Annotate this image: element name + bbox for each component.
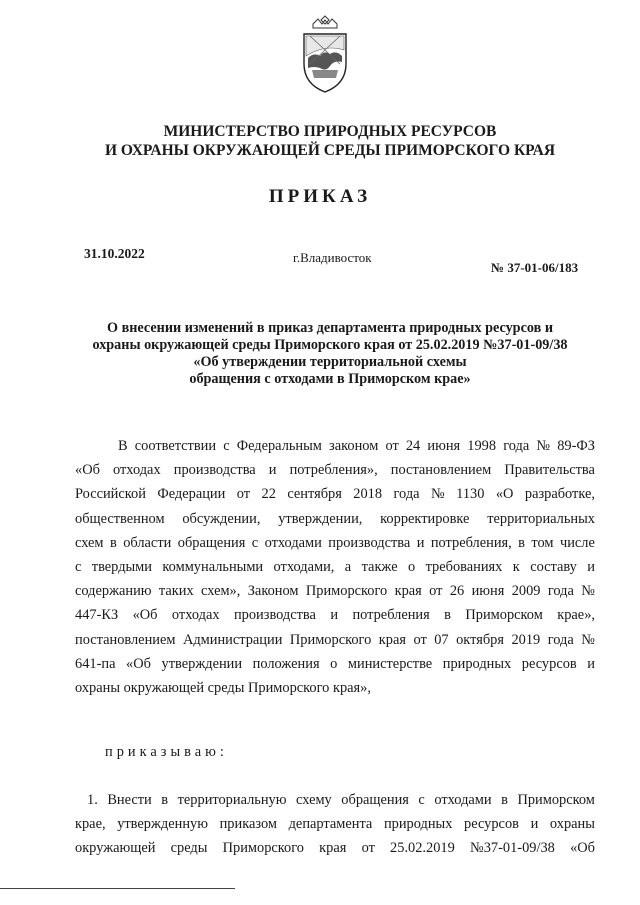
word: департамента <box>288 816 373 833</box>
word: и <box>530 816 539 833</box>
subject-line-1: О внесении изменений в приказ департамента природных ресурсов и <box>106 320 553 336</box>
word: от <box>413 631 427 648</box>
subject-line-3: «Об утверждении территориальной схемы <box>193 354 467 370</box>
word: и <box>268 462 277 479</box>
preamble-line-3 <box>75 482 595 506</box>
word: года <box>503 438 530 454</box>
word: охраны <box>549 816 595 833</box>
word: года <box>547 631 574 648</box>
word: Российской <box>75 486 146 503</box>
word: «Об <box>75 462 100 479</box>
word: края <box>394 583 422 600</box>
word: 26 <box>449 583 465 600</box>
word: в <box>444 607 451 624</box>
order-title: ПРИКАЗ <box>268 186 372 207</box>
word: составу <box>530 559 577 576</box>
word: обсуждении, <box>182 510 261 527</box>
word: с <box>418 792 425 808</box>
word: территориальных <box>487 510 595 527</box>
word: утвержденную <box>117 816 208 833</box>
word: о <box>407 559 416 576</box>
word: № <box>430 486 445 503</box>
word: от <box>429 583 443 600</box>
word: постановлением <box>75 631 176 648</box>
word: общественном <box>75 510 165 527</box>
word: содержанию <box>75 583 152 600</box>
ministry-name <box>60 122 600 160</box>
word: 2018 <box>353 486 383 503</box>
word: и <box>587 655 595 672</box>
word: а <box>344 559 352 576</box>
word: производства <box>233 607 316 624</box>
word: коммунальными <box>162 559 264 576</box>
word: министерстве <box>347 655 433 672</box>
word: отходами <box>264 534 322 551</box>
word: также <box>361 559 398 576</box>
order-city: г.Владивосток <box>293 250 372 265</box>
word: в <box>161 792 169 808</box>
orders-word: приказываю: <box>105 744 228 760</box>
word: потребления», <box>289 462 378 479</box>
order-subject <box>80 320 580 388</box>
preamble-line-10 <box>75 652 595 676</box>
ministry-name-line-1: МИНИСТЕРСТВО ПРИРОДНЫХ РЕСУРСОВ <box>163 123 497 140</box>
word: Законом <box>247 583 299 600</box>
word: В <box>118 438 128 454</box>
word: Приморского <box>305 583 388 600</box>
word: утверждении, <box>278 510 363 527</box>
word: Федерации <box>157 486 226 503</box>
subject-line-4: обращения с отходами в Приморском крае» <box>189 371 471 387</box>
word: приказом <box>219 816 277 833</box>
word: к <box>512 559 520 576</box>
word: отходами <box>434 792 492 808</box>
word: 2019 <box>511 631 541 648</box>
word: в <box>518 534 525 551</box>
word: края <box>319 840 347 857</box>
preamble-line-9 <box>75 628 595 652</box>
word: отходах <box>171 607 220 624</box>
word: законом <box>329 438 379 454</box>
preamble-line-8 <box>75 603 595 627</box>
preamble-line-11: охраны окружающей среды Приморского края», <box>75 680 371 697</box>
word: в <box>501 792 508 808</box>
word: от <box>361 840 375 857</box>
word: «Об <box>132 607 158 624</box>
word: крае, <box>75 816 106 833</box>
word: соответствии <box>134 438 217 454</box>
word: Приморском <box>517 792 595 808</box>
word: отходах <box>113 462 161 479</box>
word: схем», <box>201 583 241 600</box>
word: «О <box>495 486 514 503</box>
word: июня <box>471 583 505 600</box>
word: июня <box>427 438 461 454</box>
word: «Об <box>570 840 595 857</box>
word: окружающей <box>75 840 156 857</box>
point-1-line-1 <box>75 788 595 812</box>
page-footer-line <box>0 888 235 889</box>
word: Администрации <box>182 631 283 648</box>
word: потребления, <box>430 534 512 551</box>
point-1-line-3 <box>75 836 595 860</box>
preamble-line-7 <box>75 579 595 603</box>
order-number: № 37-01-06/183 <box>491 260 579 275</box>
word: 25.02.2019 <box>390 840 455 857</box>
word: Приморском <box>465 607 543 624</box>
word: 1130 <box>456 486 485 503</box>
word: 2009 <box>511 583 541 600</box>
preamble-paragraph <box>75 434 595 700</box>
preamble-line-4 <box>75 507 595 531</box>
subject-line-2: охраны окружающей среды Приморского края от 25.02.2019 №37-01-09/38 <box>92 337 568 353</box>
preamble-line-2 <box>75 458 595 482</box>
preamble-line-1 <box>75 434 595 458</box>
ministry-name-line-2: И ОХРАНЫ ОКРУЖАЮЩЕЙ СРЕДЫ ПРИМОРСКОГО КРАЯ <box>104 142 556 159</box>
word: таких <box>158 583 194 600</box>
word: корректировке <box>380 510 470 527</box>
word: утверждении <box>161 655 243 672</box>
word: 641-па <box>75 655 116 672</box>
word: производства <box>328 534 411 551</box>
word: крае», <box>557 607 595 624</box>
word: 447-КЗ <box>75 607 119 624</box>
word: природных <box>442 655 512 672</box>
word: края <box>378 631 406 648</box>
order-date: 31.10.2022 <box>84 246 145 261</box>
word: с <box>251 534 259 551</box>
word: «Об <box>126 655 151 672</box>
word: том <box>531 534 554 551</box>
preamble-line-6 <box>75 555 595 579</box>
word: обращения <box>177 534 246 551</box>
word: ресурсов <box>464 816 519 833</box>
point-1-line-2 <box>75 812 595 836</box>
word: и <box>416 534 425 551</box>
word: постановлением <box>390 462 492 479</box>
word: года <box>547 583 574 600</box>
word: от <box>385 438 399 454</box>
coat-of-arms-emblem <box>296 14 354 94</box>
word: октября <box>456 631 504 648</box>
word: среды <box>170 840 208 857</box>
word: положения <box>252 655 320 672</box>
word: территориальную <box>177 792 287 808</box>
word: схему <box>296 792 332 808</box>
word: числе <box>559 534 595 551</box>
word: с <box>75 559 82 576</box>
word: области <box>123 534 172 551</box>
word: 24 <box>405 438 421 454</box>
word: с <box>223 438 230 454</box>
word: Приморского <box>289 631 372 648</box>
word: в <box>109 534 117 551</box>
word: года <box>393 486 420 503</box>
word: 89-ФЗ <box>557 438 595 454</box>
word: №37-01-09/38 <box>470 840 555 857</box>
word: 07 <box>434 631 449 648</box>
word: твердыми <box>91 559 152 576</box>
word: ресурсов <box>521 655 577 672</box>
word: от <box>236 486 251 503</box>
word: 22 <box>261 486 276 503</box>
word: Приморского <box>222 840 304 857</box>
point-1-paragraph <box>75 788 595 861</box>
preamble-line-5 <box>75 531 595 555</box>
word: № <box>581 583 595 600</box>
word: о <box>330 655 338 672</box>
word: Федеральным <box>236 438 322 454</box>
word: 1998 <box>467 438 497 454</box>
word: № <box>536 438 551 454</box>
word: и <box>587 559 595 576</box>
word: разработке, <box>524 486 595 503</box>
word: Правительства <box>504 462 595 479</box>
word: и <box>330 607 339 624</box>
word: требованиях <box>425 559 503 576</box>
word: схем <box>75 534 104 551</box>
word: 1. <box>87 792 98 808</box>
word: Внести <box>107 792 152 808</box>
word: отходами, <box>273 559 335 576</box>
word: природных <box>383 816 453 833</box>
word: обращения <box>341 792 409 808</box>
word: потребления <box>352 607 430 624</box>
word: производства <box>173 462 256 479</box>
word: № <box>581 631 595 648</box>
word: сентября <box>287 486 342 503</box>
